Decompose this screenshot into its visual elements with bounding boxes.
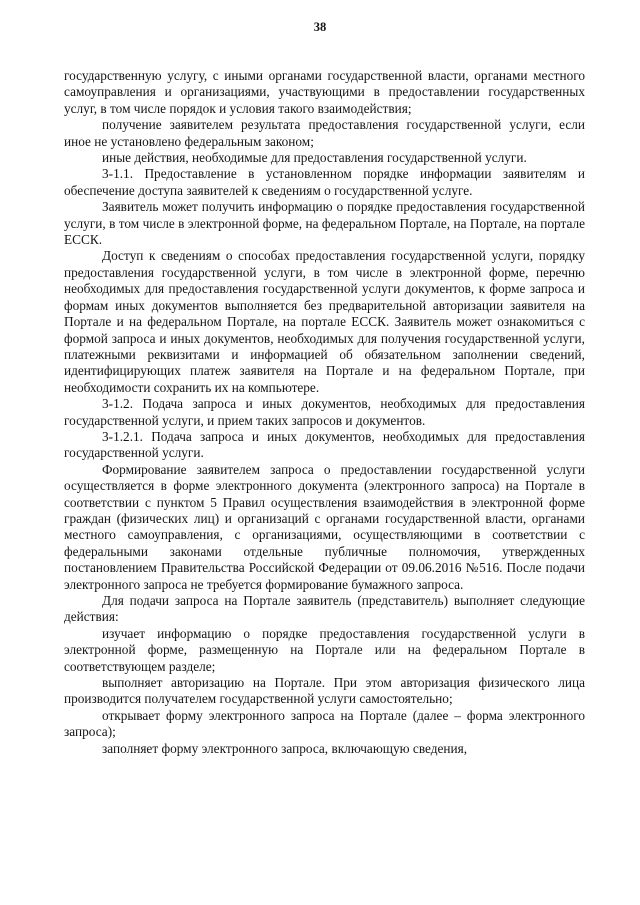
paragraph: выполняет авторизацию на Портале. При этом авторизация физического лица производится получателем государственной услуги самостоятельно;	[64, 675, 585, 707]
paragraph: Формирование заявителем запроса о предоставлении государственной услуги осуществляется в форме электронного документа (электронного запроса) на Портале в соответствии с пунктом 5 Правил осуществления взаимодействия в электронной форме граждан (физических лиц) и организаций с органами государственной власти, органами местного самоуправления, с организациями, осуществляющими в соответствии с федеральными законами отдельные публичные полномочия, утвержденных постановлением Правительства Российской Федерации от 09.06.2016 №516. После подачи электронного запроса не требуется формирование бумажного запроса.	[64, 461, 585, 592]
paragraph: Заявитель может получить информацию о порядке предоставления государственной услуги, в том числе в электронной форме, на федеральном Портале, на Портале, на портале ЕССК.	[64, 199, 585, 248]
paragraph: заполняет форму электронного запроса, включающую сведения,	[102, 740, 468, 756]
page-number: 38	[313, 20, 327, 34]
paragraph: 3-1.1. Предоставление в установленном порядке информации заявителям и обеспечение доступа заявителей к сведениям о государственной услуге.	[64, 166, 585, 198]
document-body	[64, 68, 585, 757]
paragraph: 3-1.2. Подача запроса и иных документов, необходимых для предоставления государственной услуги, и прием таких запросов и документов.	[64, 396, 585, 428]
paragraph: открывает форму электронного запроса на Портале (далее – форма электронного запроса);	[64, 707, 585, 740]
paragraph: 3-1.2.1. Подача запроса и иных документов, необходимых для предоставления государственной услуги.	[64, 428, 585, 461]
paragraph: Доступ к сведениям о способах предоставления государственной услуги, порядку предоставления государственной услуги, в том числе в электронной форме, перечню необходимых для предоставления государственной услуги документов, к форме запроса и формам иных документов выполняется без предварительной авторизации заявителя на Портале и на федеральном Портале, на портале ЕССК. Заявитель может ознакомиться с формой запроса и иных документов, необходимых для получения государственной услуги, платежными реквизитами и информацией об обязательном заполнении сведений, идентифицирующих платеж заявителя на Портале и на федеральном Портале, при необходимости сохранить их на компьютере.	[64, 248, 585, 395]
paragraph: иные действия, необходимые для предоставления государственной услуги.	[102, 150, 527, 166]
paragraph: изучает информацию о порядке предоставления государственной услуги в электронной форме, размещенную на Портале или на федеральном Портале в соответствующем разделе;	[64, 625, 585, 674]
paragraph: государственную услугу, с иными органами государственной власти, органами местного самоуправления и организациями, участвующими в предоставлении государственных услуг, в том числе порядок и условия такого взаимодействия;	[64, 68, 585, 116]
paragraph: получение заявителем результата предоставления государственной услуги, если иное не установлено федеральным законом;	[64, 117, 585, 149]
paragraph: Для подачи запроса на Портале заявитель (представитель) выполняет следующие действия:	[64, 593, 585, 625]
